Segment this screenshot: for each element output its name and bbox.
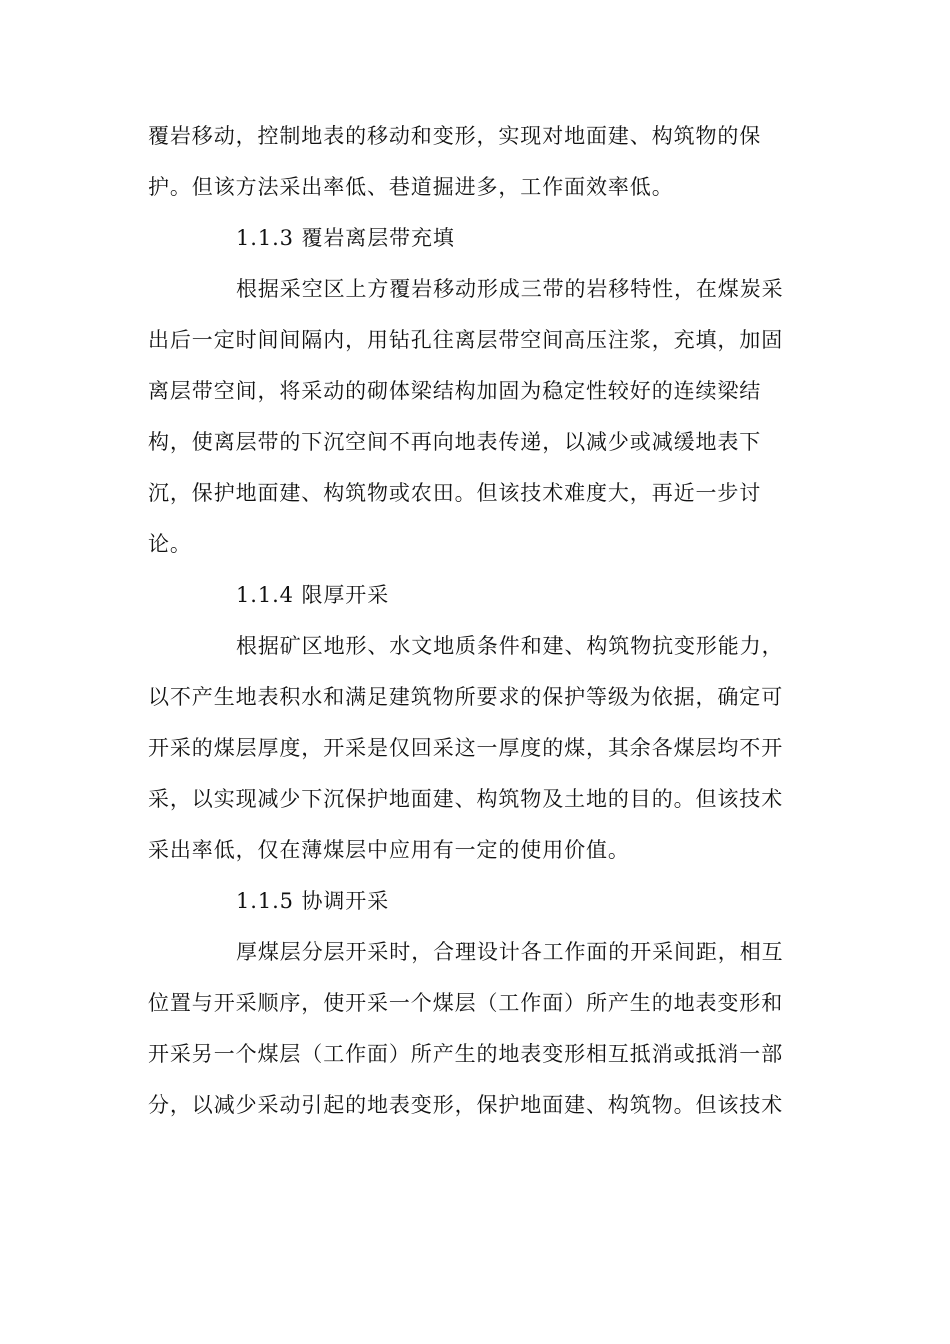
text-line: 出后一定时间间隔内，用钻孔往离层带空间高压注浆，充填，加固 bbox=[148, 328, 784, 352]
section-heading-1-1-4: 1.1.4 限厚开采 bbox=[236, 583, 390, 607]
text-line: 构，使离层带的下沉空间不再向地表传递，以减少或减缓地表下 bbox=[148, 430, 762, 454]
text-line: 采，以实现减少下沉保护地面建、构筑物及土地的目的。但该技术 bbox=[148, 787, 784, 811]
text-line: 覆岩移动，控制地表的移动和变形，实现对地面建、构筑物的保 bbox=[148, 124, 762, 148]
text-line: 位置与开采顺序，使开采一个煤层（工作面）所产生的地表变形和 bbox=[148, 991, 784, 1015]
text-line: 分，以减少采动引起的地表变形，保护地面建、构筑物。但该技术 bbox=[148, 1093, 784, 1117]
text-line: 开采另一个煤层（工作面）所产生的地表变形相互抵消或抵消一部 bbox=[148, 1042, 784, 1066]
text-line: 采出率低，仅在薄煤层中应用有一定的使用价值。 bbox=[148, 838, 630, 862]
section-heading-1-1-5: 1.1.5 协调开采 bbox=[236, 889, 390, 913]
text-line: 沉，保护地面建、构筑物或农田。但该技术难度大，再近一步讨 bbox=[148, 481, 762, 505]
text-line: 根据采空区上方覆岩移动形成三带的岩移特性，在煤炭采 bbox=[236, 277, 784, 301]
document-body bbox=[148, 111, 798, 1131]
text-line: 护。但该方法采出率低、巷道掘进多，工作面效率低。 bbox=[148, 175, 674, 199]
text-line: 根据矿区地形、水文地质条件和建、构筑物抗变形能力， bbox=[236, 634, 784, 658]
text-line: 论。 bbox=[148, 532, 192, 556]
text-line: 离层带空间，将采动的砌体梁结构加固为稳定性较好的连续梁结 bbox=[148, 379, 762, 403]
text-line: 厚煤层分层开采时，合理设计各工作面的开采间距，相互 bbox=[236, 940, 784, 964]
text-line: 开采的煤层厚度，开采是仅回采这一厚度的煤，其余各煤层均不开 bbox=[148, 736, 784, 760]
section-heading-1-1-3: 1.1.3 覆岩离层带充填 bbox=[236, 226, 455, 250]
text-line: 以不产生地表积水和满足建筑物所要求的保护等级为依据，确定可 bbox=[148, 685, 784, 709]
